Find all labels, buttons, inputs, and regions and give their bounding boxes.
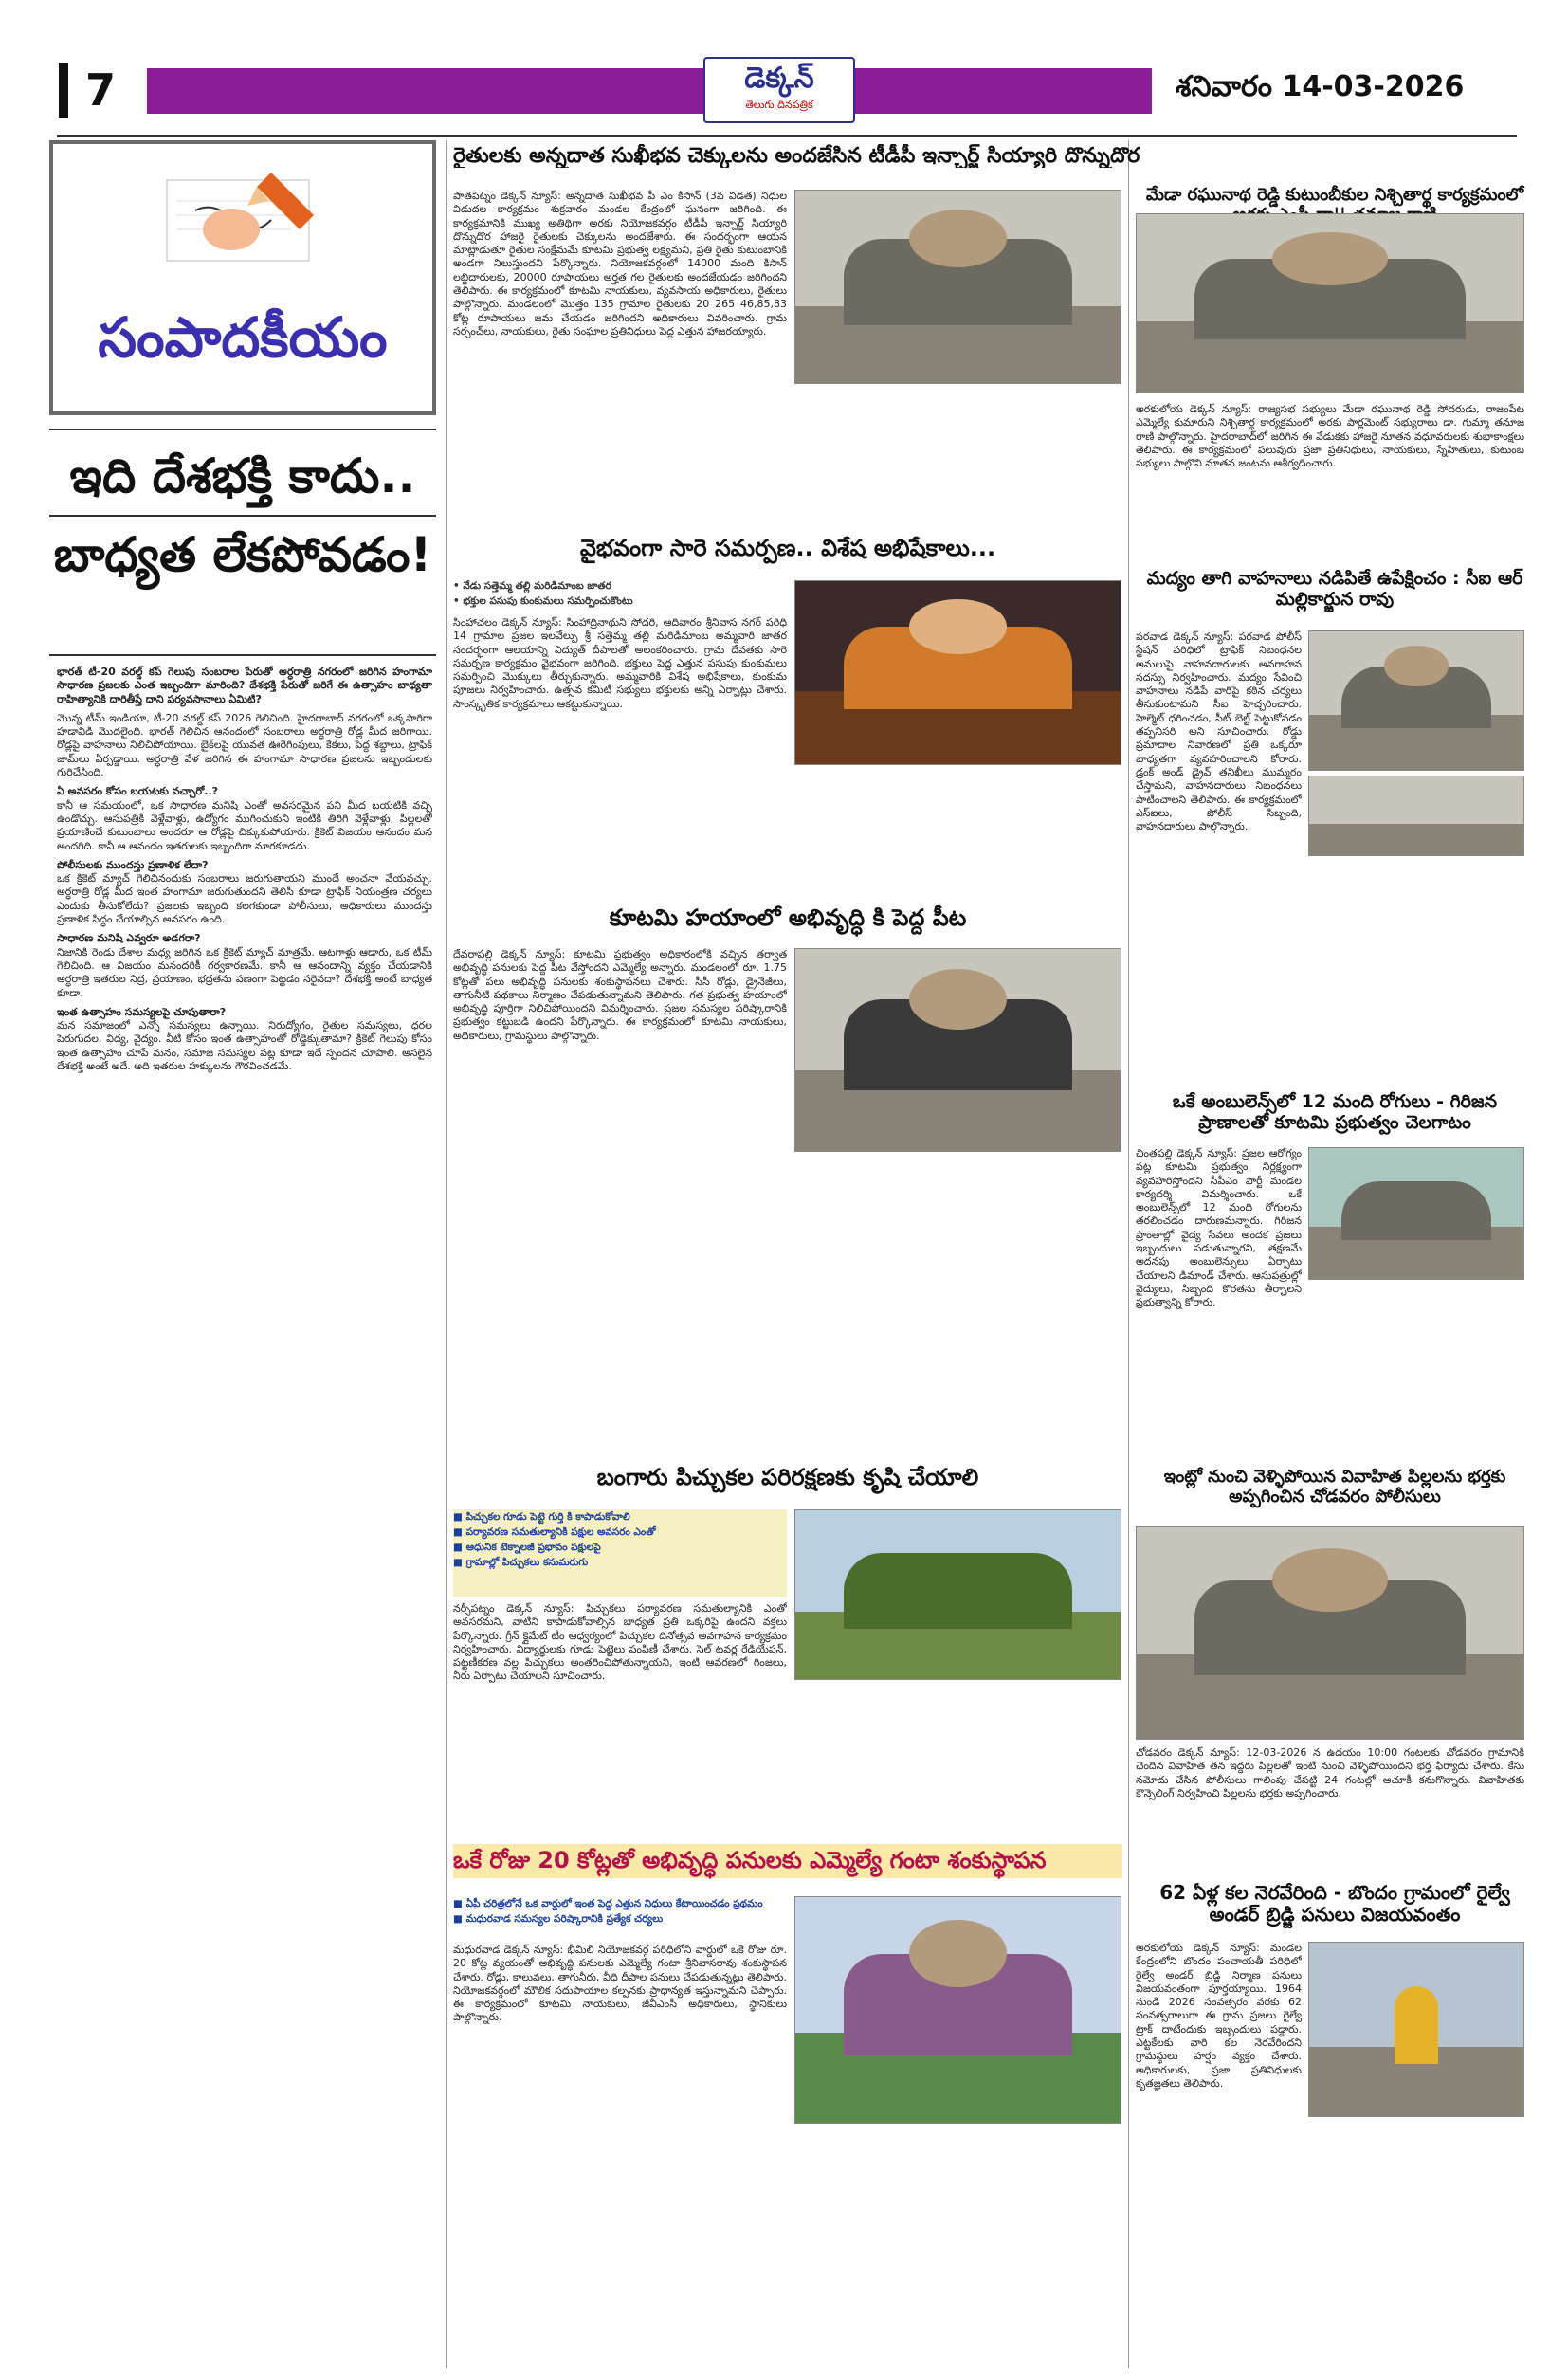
- editorial-subheading: పోలీసులకు ముందస్తు ప్రణాళిక లేదా?: [57, 858, 209, 871]
- masthead-rule: [57, 135, 1517, 137]
- bullet-item: ■ మధురవాడ సమస్యల పరిష్కారానికి ప్రత్యేక చర్యలు: [453, 1913, 664, 1925]
- bullet-item: ■ ఏపీ చరిత్రలోనే ఒక వార్డులో ఇంత పెద్ద ఎత్తున నిధులు కేటాయించడం ప్రథమం: [453, 1898, 763, 1909]
- column-divider: [1128, 140, 1129, 2368]
- editorial-subheading: సాధారణ మనిషి ఎవ్వరూ అడగరా?: [57, 932, 201, 945]
- logo-title: డెక్కన్: [744, 62, 814, 95]
- article-body: అరకులోయ డెక్కన్ న్యూస్: మండల కేంద్రంలోని బొందం పంచాయతీ పరిధిలో రైల్వే అండర్ బ్రిడ్జి నిర్మాణ పనులు విజయవంతంగా పూర్తయ్యాయి. 1964 నుండి 2026 సంవత్సరం వరకు 62 సంవత్సరాలుగా ఈ గ్రామ ప్రజలు రైల్వే ట్రాక్ దాటేందుకు ఇబ్బందులు పడ్డారు. ఎట్టకేలకు వారి కల నెరవేరిందని గ్రామస్థులు హర్షం వ్యక్తం చేశారు. అధికారులకు, ప్రజా ప్రతినిధులకు కృతజ్ఞతలు తెలిపారు.: [1136, 1942, 1302, 2090]
- article-body: చింతపల్లి డెక్కన్ న్యూస్: ప్రజల ఆరోగ్యం పట్ల కూటమి ప్రభుత్వం నిర్లక్ష్యంగా వ్యవహరిస్తోందని సీపీఎం పార్టీ మండల కార్యదర్శి విమర్శించారు. ఒకే అంబులెన్స్‌లో 12 మంది రోగులను తరలించడం దారుణమన్నారు. గిరిజన ప్రాంతాల్లో వైద్య సేవలు అందక ప్రజలు ఇబ్బందులు పడుతున్నారని, తక్షణమే అదనపు అంబులెన్సులు ఏర్పాటు చేయాలని డిమాండ్ చేశారు. ఆసుపత్రుల్లో వైద్యులు, సిబ్బంది కొరతను తీర్చాలని ప్రభుత్వాన్ని కోరారు.: [1136, 1147, 1302, 1309]
- article-headline[interactable]: కూటమి హయాంలో అభివృద్ధి కి పెద్ద పీట: [609, 904, 967, 931]
- editorial-subheading: ఏ అవసరం కోసం బయటకు వచ్చారో..?: [57, 785, 219, 798]
- editorial-headline-line2: బాధ్యత లేకపోవడం!: [49, 515, 436, 586]
- divider: [49, 429, 436, 430]
- editorial-headline-line1: ఇది దేశభక్తి కాదు..: [69, 448, 416, 503]
- article-photo[interactable]: [794, 1896, 1121, 2124]
- article-body: అరకులోయ డెక్కన్ న్యూస్: రాజ్యసభ సభ్యులు మేడా రఘునాథ రెడ్డి సోదరుడు, రాజంపేట ఎమ్మెల్యే కుమారుని నిశ్చితార్థ కార్యక్రమంలో అరకు పార్లమెంట్ సభ్యురాలు డా. గుమ్మా తనూజ రాణి పాల్గొన్నారు. హైదరాబాద్‌లో జరిగిన ఈ వేడుకకు హాజరై నూతన వధూవరులకు శుభాకాంక్షలు తెలిపారు. ఈ కార్యక్రమంలో పలువురు ప్రజా ప్రతినిధులు, నాయకులు, స్నేహితులు, కుటుంబ సభ్యులు పాల్గొని నూతన జంటను ఆశీర్వదించారు.: [1136, 403, 1524, 470]
- article-photo[interactable]: [1308, 1942, 1524, 2117]
- editorial-paragraph: ఒక క్రికెట్ మ్యాచ్ గెలిచినందుకు సంబరాలు జరుగుతాయని ముందే అంచనా వేయవచ్చు. అర్ధరాత్రి రోడ్ల మీద ఇంత హంగామా జరుగుతుందని తెలిసి కూడా ట్రాఫిక్ నియంత్రణ చర్యలు ఎందుకు తీసుకోలేదు? ప్రజలకు ఇబ్బంది కలగకుండా పోలీసులు, అధికారులు ముందస్తు ప్రణాళిక సిద్ధం చేయాల్సిన అవసరం ఉంది.: [57, 872, 432, 926]
- article-body: చోడవరం డెక్కన్ న్యూస్: 12-03-2026 న ఉదయం 10:00 గంటలకు చోడవరం గ్రామానికి చెందిన వివాహిత తన ఇద్దరు పిల్లలతో ఇంటి నుంచి వెళ్ళిపోయిందని భర్త ఫిర్యాదు చేశారు. కేసు నమోదు చేసిన పోలీసులు గాలింపు చేపట్టి 24 గంటల్లో ఆచూకీ కనుగొన్నారు. వివాహితకు కౌన్సెలింగ్ నిర్వహించి పిల్లలను భర్తకు అప్పగించారు.: [1136, 1746, 1524, 1799]
- editorial-paragraph: నిజానికి రెండు దేశాల మధ్య జరిగిన ఒక క్రికెట్ మ్యాచ్ మాత్రమే. ఆటగాళ్లు ఆడారు, ఒక టీమ్ గెలిచింది. ఆ విజయం మనందరికీ గర్వకారణమే. కానీ ఆ ఆనందాన్ని వ్యక్తం చేయడానికి అర్ధరాత్రి ఇతరుల నిద్ర, ప్రయాణం, భద్రతను పణంగా పెట్టడం సరైనదా? దేశభక్తి అంటే బాధ్యత కూడా.: [57, 945, 432, 999]
- article-photo[interactable]: [1308, 776, 1524, 856]
- issue-date: శనివారం 14-03-2026: [1176, 70, 1465, 103]
- bullet-item: ■ ఆధునిక టెక్నాలజీ ప్రభావం పక్షులపై: [453, 1542, 601, 1553]
- article-photo[interactable]: [1308, 1147, 1524, 1280]
- article-photo[interactable]: [794, 580, 1121, 765]
- bullet-item: • నేడు సత్తెమ్మ తల్లి మరిడిమాంబ జాతర: [453, 580, 611, 592]
- masthead: [57, 57, 1517, 123]
- editorial-paragraph: మన సమాజంలో ఎన్నో సమస్యలు ఉన్నాయి. నిరుద్యోగం, రైతుల సమస్యలు, ధరల పెరుగుదల, విద్య, వైద్యం. వీటి కోసం ఇంత ఉత్సాహంతో రోడ్డెక్కుతామా? క్రికెట్ గెలుపు కోసం ఇంత ఉత్సాహం చూపే మనం, సమాజ సమస్యల పట్ల కూడా ఇదే స్పందన చూపాలి. అసలైన దేశభక్తి అంటే అదే. అది ఇతరుల హక్కులను గౌరవించడమే.: [57, 1019, 432, 1073]
- bullet-item: • భక్తుల పసుపు కుంకుమలు సమర్పించుకొంటు: [453, 595, 633, 607]
- pen-writing-icon: [157, 163, 328, 277]
- article-headline[interactable]: మేడా రఘునాథ రెడ్డి కుటుంబీకుల నిశ్చితార్థ కార్యక్రమంలో: [1145, 185, 1524, 205]
- editorial-label: సంపాదకీయం: [98, 305, 388, 370]
- article-headline[interactable]: బంగారు పిచ్చుకల పరిరక్షణకు కృషి చేయాలి: [596, 1464, 979, 1490]
- article-headline[interactable]: మద్యం తాగి వాహనాలు నడిపితే ఉపేక్షించం : సీఐ ఆర్ మల్లికార్జున రావు: [1146, 568, 1523, 610]
- page-number-bar: [59, 63, 68, 118]
- editorial-paragraph: కానీ ఆ సమయంలో, ఒక సాధారణ మనిషి ఎంతో అవసరమైన పని మీద బయటికి వచ్చి ఉండొచ్చు. ఆసుపత్రికి వెళ్లేవాళ్లు, ఉద్యోగం ముగించుకుని ఇంటికి తిరిగి వెళ్లేవాళ్లు, పిల్లలతో ప్రయాణించే కుటుంబాలు అందరూ ఆ రోడ్లపై చిక్కుకుపోయారు. క్రికెట్ విజయం ఆనందం మన అందరిది. కానీ ఆ ఆనందం ఇతరులకు ఇబ్బందిగా మారకూడదు.: [57, 798, 432, 852]
- page-number: 7: [85, 64, 117, 116]
- editorial-subheading: ఇంత ఉత్సాహం సమస్యలపై చూపుతారా?: [57, 1005, 227, 1018]
- article-photo[interactable]: [1136, 213, 1524, 393]
- article-photo[interactable]: [1308, 630, 1524, 771]
- logo-subtitle: తెలుగు దినపత్రిక: [745, 99, 813, 111]
- newspaper-logo[interactable]: [703, 57, 855, 123]
- masthead-band: [147, 68, 1152, 114]
- bullet-item: ■ పిచ్చుకల గూడు పెట్టె గుర్తి కి కాపాడుకోవాలి: [453, 1511, 630, 1523]
- column-divider: [446, 140, 447, 2368]
- editorial-lead: భారత్ టీ-20 వరల్డ్ కప్ గెలుపు సంబరాల పేరుతో అర్ధరాత్రి నగరంలో జరిగిన హంగామా సాధారణ ప్రజలకు ఎంత ఇబ్బందిగా మారింది? దేశభక్తి పేరుతో జరిగే ఈ ఉత్సాహం బాధ్యతా రాహిత్యానికి దారితీస్తే దాని పర్యవసానాలు ఏమిటి?: [57, 666, 432, 705]
- article-headline[interactable]: 62 ఏళ్ల కల నెరవేరింది - బొందం గ్రామంలో రైల్వే అండర్ బ్రిడ్జి పనులు విజయవంతం: [1159, 1881, 1510, 1926]
- article-body: నర్సీపట్నం డెక్కన్ న్యూస్: పిచ్చుకలు పర్యావరణ సమతుల్యానికి ఎంతో అవసరమని, వాటిని కాపాడుకోవాల్సిన బాధ్యత ప్రతి ఒక్కరిపై ఉందని వక్తలు పేర్కొన్నారు. గ్రీన్ క్లైమేట్ టీం ఆధ్వర్యంలో పిచ్చుకల దినోత్సవ అవగాహన కార్యక్రమం నిర్వహించారు. విద్యార్థులకు గూడు పెట్టెలు పంపిణీ చేశారు. సెల్ టవర్ల రేడియేషన్, పట్టణీకరణ వల్ల పిచ్చుకలు అంతరించిపోతున్నాయని, ఇంటి ఆవరణలో గింజలు, నీరు ఏర్పాటు చేయాలని సూచించారు.: [453, 1602, 787, 1683]
- article-photo[interactable]: [794, 190, 1121, 384]
- article-body: మధురవాడ డెక్కన్ న్యూస్: భీమిలి నియోజకవర్గ పరిధిలోని వార్డులో ఒకే రోజు రూ. 20 కోట్ల వ్యయంతో అభివృద్ధి పనులకు ఎమ్మెల్యే గంటా శ్రీనివాసరావు శంకుస్థాపన చేశారు. రోడ్లు, కాలువలు, తాగునీరు, వీధి దీపాల పనులు చేపడుతున్నట్లు తెలిపారు. నియోజకవర్గంలో మౌలిక సదుపాయాల కల్పనకు ప్రాధాన్యత ఇస్తున్నామని చెప్పారు. ఈ కార్యక్రమంలో కూటమి నాయకులు, జీవీఎంసీ అధికారులు, స్థానికులు పాల్గొన్నారు.: [453, 1944, 787, 2024]
- article-photo[interactable]: [794, 948, 1121, 1152]
- article-bullets: [453, 1509, 787, 1597]
- article-photo[interactable]: [794, 1509, 1121, 1680]
- article-bullets: [453, 578, 787, 609]
- article-bullets: [453, 1896, 787, 1927]
- article-headline[interactable]: ఇంట్లో నుంచి వెళ్ళిపోయిన వివాహిత పిల్లలను భర్తకు అప్పగించిన చోడవరం పోలీసులు: [1163, 1467, 1506, 1507]
- article-headline[interactable]: వైభవంగా సారె సమర్పణ.. విశేష అభిషేకాలు...: [579, 535, 996, 561]
- article-body: దేవరాపల్లి డెక్కన్ న్యూస్: కూటమి ప్రభుత్వం అధికారంలోకి వచ్చిన తర్వాత అభివృద్ధి పనులకు పెద్ద పీట వేస్తోందని ఎమ్మెల్యే అన్నారు. మండలంలో రూ. 1.75 కోట్లతో పలు అభివృద్ధి పనులకు శంకుస్థాపనలు చేశారు. సీసీ రోడ్లు, డ్రైనేజీలు, తాగునీటి పథకాలు నిర్మాణం చేపడుతున్నామని తెలిపారు. గత ప్రభుత్వ హయాంలో అభివృద్ధి పూర్తిగా నిలిచిపోయిందని విమర్శించారు. ప్రజల సమస్యల పరిష్కారానికి ప్రభుత్వం కట్టుబడి ఉందని పేర్కొన్నారు. ఈ కార్యక్రమంలో కూటమి నాయకులు, అధికారులు, గ్రామస్థులు పాల్గొన్నారు.: [453, 948, 787, 1042]
- editorial-headline: [49, 446, 436, 586]
- bullet-item: ■ గ్రామాల్లో పిచ్చుకలు కనుమరుగు: [453, 1557, 589, 1568]
- editorial-paragraph: మొన్న టీమ్ ఇండియా, టీ-20 వరల్డ్ కప్ 2026 గెలిచింది. హైదరాబాద్ నగరంలో ఒక్కసారిగా హడావిడి మొదలైంది. భారత్ గెలిచిన ఆనందంలో సంబరాలు అర్ధరాత్రి రోడ్ల మీద జరిగాయి. రోడ్లపై వాహనాలు నిలిచిపోయాయి. బైక్‌లపై యువత ఊరేగింపులు, కేకలు, పెద్ద శబ్దాలు, ట్రాఫిక్ జామ్‌లు ఏర్పడ్డాయి. అర్ధరాత్రి వేళ జరిగిన ఈ హంగామా సాధారణ ప్రజలను ఇబ్బందులకు గురిచేసింది.: [57, 711, 432, 779]
- editorial-body: [57, 666, 432, 2368]
- article-photo[interactable]: [1136, 1526, 1524, 1740]
- editorial-sticker: [49, 140, 436, 415]
- article-headline[interactable]: ఒకే అంబులెన్స్‌లో 12 మంది రోగులు - గిరిజన ప్రాణాలతో కూటమి ప్రభుత్వం చెలగాటం: [1172, 1091, 1498, 1133]
- bullet-item: ■ పర్యావరణ సమతుల్యానికి పక్షుల అవసరం ఎంతో: [453, 1526, 656, 1538]
- article-headline[interactable]: ఒకే రోజు 20 కోట్లతో అభివృద్ధి పనులకు ఎమ్మెల్యే గంటా శంకుస్థాపన: [453, 1844, 1122, 1878]
- article-body: సింహాచలం డెక్కన్ న్యూస్: సింహాద్రినాథుని సోదరి, ఆదివారం శ్రీనివాస నగర్ పరిధి 14 గ్రామాల ప్రజల ఇలవేల్పు శ్రీ సత్తెమ్మ తల్లి మరిడిమాంబ అమ్మవారి జాతర సందర్భంగా ఆలయాన్ని విద్యుత్ దీపాలతో అలంకరించారు. గ్రామ దేవతకు సారె సమర్పణ కార్యక్రమం వైభవంగా జరిగింది. భక్తులు పెద్ద ఎత్తున పసుపు కుంకుమలు సమర్పించి మొక్కులు తీర్చుకున్నారు. అమ్మవారికి విశేష అభిషేకాలు, కుంకుమ పూజలు నిర్వహించారు. ఉత్సవ కమిటీ సభ్యులు భక్తులకు అన్ని ఏర్పాట్లు చేశారు. సాంస్కృతిక కార్యక్రమాలు ఆకట్టుకున్నాయి.: [453, 616, 787, 710]
- article-body: పాతపట్నం డెక్కన్ న్యూస్: అన్నదాత సుఖీభవ పీ ఎం కిసాన్ (3వ విడత) నిధుల విడుదల కార్యక్రమం శుక్రవారం మండల కేంద్రంలో ఘనంగా జరిగింది. ఈ కార్యక్రమానికి ముఖ్య అతిథిగా అరకు నియోజకవర్గం టీడీపీ ఇన్చార్జ్ సియ్యారి దొన్నుదొర హాజరై రైతులకు చెక్కులను అందజేశారు. ఈ సందర్భంగా ఆయన మాట్లాడుతూ రైతుల సంక్షేమమే కూటమి ప్రభుత్వ లక్ష్యమని, ప్రతి రైతు కుటుంబానికి అండగా నిలుస్తుందని పేర్కొన్నారు. నియోజకవర్గంలో 14000 మంది కిసాన్ లబ్ధిదారులకు, 20000 రూపాయలు అర్హత గల రైతులకు అందజేయడం జరిగిందని తెలిపారు. ఈ కార్యక్రమంలో కూటమి నాయకులు, వ్యవసాయ అధికారులు, రైతులు పాల్గొన్నారు. మండలంలో మొత్తం 135 గ్రామాల రైతులకు 20 265 46,85,83 కోట్ల రూపాయలు జమ చేయడం జరిగిందని అధికారులు వివరించారు. గ్రామ సర్పంచ్‌లు, నాయకులు, రైతు సంఘాల ప్రతినిధులు పెద్ద ఎత్తున హాజరయ్యారు.: [453, 190, 787, 338]
- divider: [49, 654, 436, 656]
- article-headline[interactable]: రైతులకు అన్నదాత సుఖీభవ చెక్కులను అందజేసిన టీడీపీ ఇన్చార్జ్ సియ్యారి దొన్నుదొర: [453, 144, 1140, 168]
- article-body: పరవాడ డెక్కన్ న్యూస్: పరవాడ పోలీస్ స్టేషన్ పరిధిలో ట్రాఫిక్ నిబంధనల అమలుపై వాహనదారులకు అవగాహన సదస్సు నిర్వహించారు. మద్యం సేవించి వాహనాలు నడిపే వారిపై కఠిన చర్యలు తీసుకుంటామని సీఐ హెచ్చరించారు. హెల్మెట్ ధరించడం, సీట్ బెల్ట్ పెట్టుకోవడం తప్పనిసరి అని సూచించారు. రోడ్డు ప్రమాదాల నివారణలో ప్రతి ఒక్కరూ బాధ్యతగా వ్యవహరించాలని కోరారు. డ్రంక్ అండ్ డ్రైవ్ తనిఖీలు ముమ్మరం చేస్తామని, వాహనదారులు నిబంధనలు పాటించాలని తెలిపారు. ఈ కార్యక్రమంలో ఎస్ఐలు, పోలీస్ సిబ్బంది, వాహనదారులు పాల్గొన్నారు.: [1136, 630, 1302, 833]
